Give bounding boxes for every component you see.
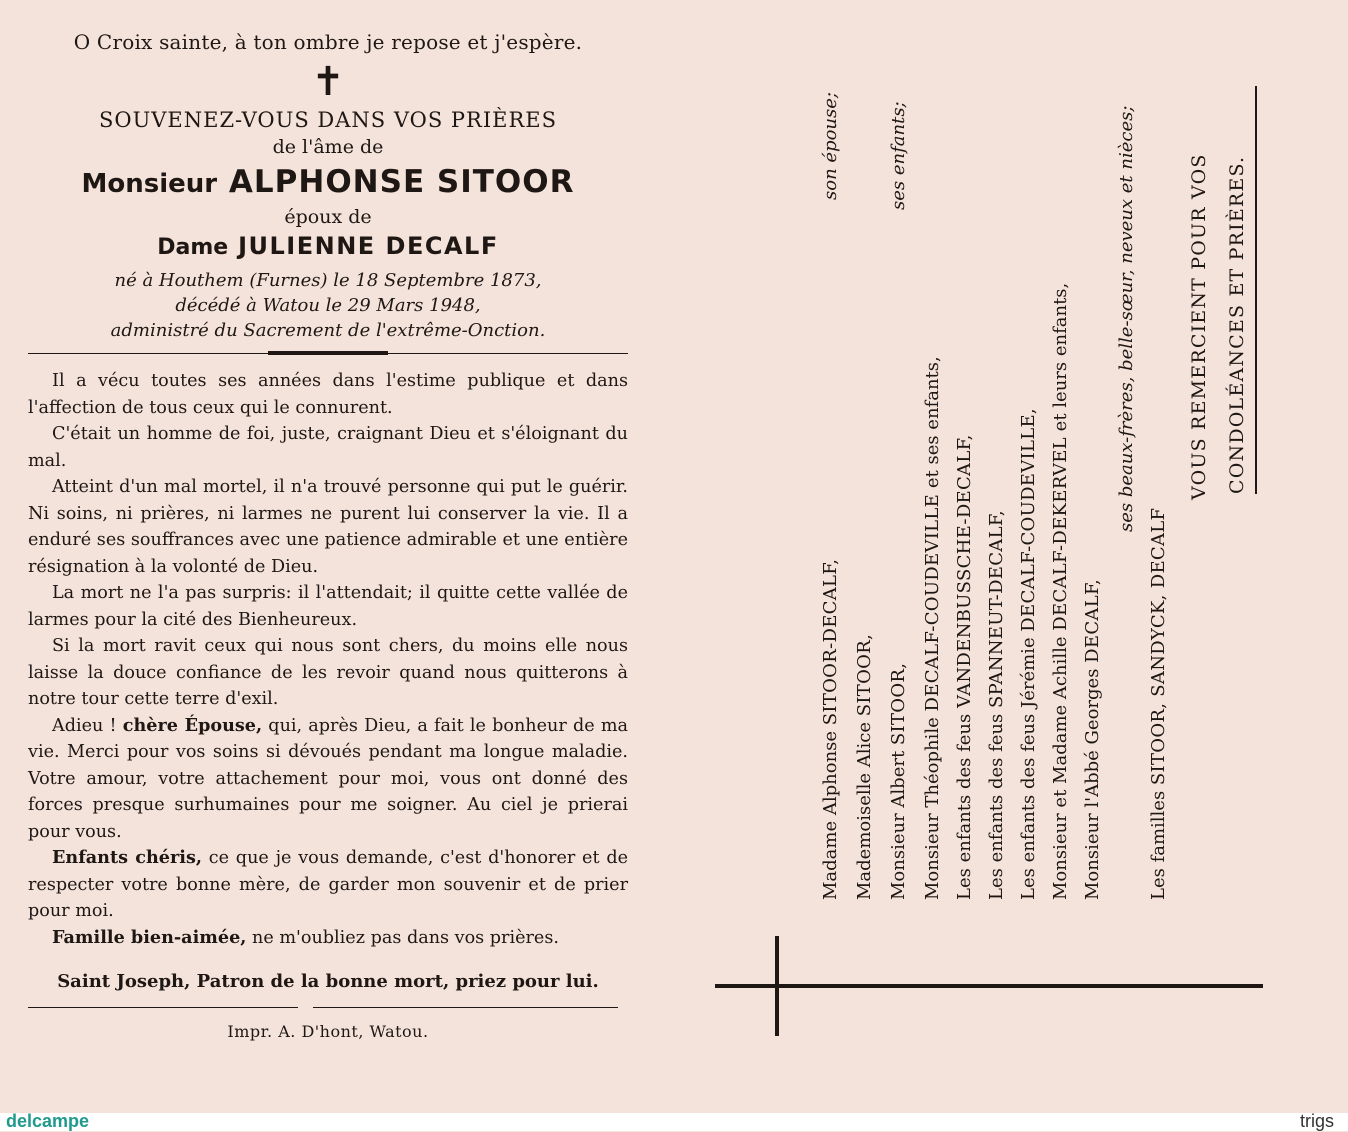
line-post: et leurs enfants, [1050,282,1071,438]
prayer-line: Saint Joseph, Patron de la bonne mort, priez pour lui. [57,971,599,992]
cross-horizontal-bar [715,984,1263,988]
famille-rest: ne m'oubliez pas dans vos prières. [246,927,559,948]
famille-bold: Famille bien-aimée, [52,926,247,948]
rule-right [313,1007,618,1008]
thanks-line-2: CONDOLÉANCES ET PRIÈRES. [1226,155,1248,494]
spouse-text: JULIENNE DECALF [238,232,499,260]
left-panel [28,30,628,1041]
line-pre: Monsieur et Madame Achille [1050,630,1071,900]
born-line: né à Houthem (Furnes) le 18 Septembre 1873, [114,270,542,291]
printer-credit: Impr. A. D'hont, Watou. [227,1022,429,1041]
line-caps: SITOOR, SANDYCK, DECALF [1148,507,1169,786]
line-caps: SITOOR-DECALF, [820,558,841,726]
italic-ses-enfants: ses enfants; [888,101,909,210]
family-line [986,510,1007,900]
name-text: ALPHONSE SITOOR [228,164,575,200]
paragraph: C'était un homme de foi, juste, craignant Dieu et s'éloignant du mal. [28,424,628,471]
eulogy-text [28,368,628,951]
epouse-rest: qui, après Dieu, a fait le bonheur de ma vie. Merci pour vos soins si dévoués pendant ma longue maladie. Votre amour, votre attachement pour moi, vous ont donné des forces presque surhumaines pour me soigner. Au ciel je prierai pour vous. [28,715,629,842]
paragraph: La mort ne l'a pas surpris: il l'attendait; il quitte cette vallée de larmes pour la cité des Bienheureux. [28,583,628,630]
family-line [1050,283,1071,900]
italic-son-epouse: son épouse; [820,92,841,200]
of-soul-text: de l'âme de [272,136,384,158]
family-line [954,434,975,900]
line-pre: Les enfants des feus [986,708,1007,900]
line-caps: DECALF-COUDEVILLE, [1018,408,1039,632]
paragraph-famille [28,925,628,952]
line-post: et ses enfants, [922,356,943,494]
line-pre: Les familles [1148,785,1169,900]
spouse-prefix: Dame [157,235,229,260]
family-line [922,356,943,900]
rule-left [28,1007,298,1008]
thanks-line-1: VOUS REMERCIENT POUR VOS [1188,153,1210,500]
family-line [820,559,841,900]
cross-icon: ✝ [311,59,345,105]
printer-rules [28,1002,628,1016]
spouse-name [28,232,628,260]
paragraph: Si la mort ravit ceux qui nous sont chers, du moins elle nous laisse la douce confiance de les revoir quand nous quitterons à notre tour cette terre d'exil. [28,636,628,709]
sacrament-line: administré du Sacrement de l'extrême-Onction. [110,320,546,341]
paragraph: Atteint d'un mal mortel, il n'a trouvé personne qui put le guérir. Ni soins, ni prières, ni larmes ne purent lui conserver la vie. Il a enduré ses souffrances avec une patience admirable et une entière résignation à la volonté de Dieu. [28,477,628,577]
died-line: décédé à Watou le 29 Mars 1948, [175,295,481,316]
thanks-rule [1255,86,1257,494]
brand-left-logo: delcampe [6,1111,90,1131]
enfants-bold: Enfants chéris, [52,847,202,868]
epouse-start: Adieu ! [52,715,123,736]
motto: O Croix sainte, à ton ombre je repose et j'espère. [73,30,583,54]
epouse-bold: chère Épouse, [122,714,263,736]
family-line [1148,508,1169,900]
line-caps: DECALF-DEKERVEL [1050,437,1071,631]
line-caps: SITOOR, [854,633,875,717]
dates-block [28,268,628,343]
family-line [888,663,909,900]
spouse-of-text: époux de [284,206,372,228]
line-pre: Les enfants des feus [954,708,975,900]
right-panel [700,80,1300,900]
line-caps: DECALF, [1082,579,1103,663]
footer-bar [0,1113,1348,1131]
line-pre: Mademoiselle Alice [854,716,875,900]
line-caps: VANDENBUSSCHE-DECALF, [954,434,975,708]
divider-thin [28,353,628,354]
paragraph-enfants [28,845,628,925]
paragraph: Il a vécu toutes ses années dans l'estime publique et dans l'affection de tous ceux qui le connurent. [28,371,628,418]
line-pre: Monsieur Théophile [922,711,943,900]
family-line [854,634,875,900]
paragraph-epouse [28,713,628,846]
line-pre: Madame Alphonse [820,725,841,900]
line-pre: Les enfants des feus Jérémie [1018,631,1039,900]
family-line [1018,408,1039,900]
remember-heading: SOUVENEZ-VOUS DANS VOS PRIÈRES [98,108,558,132]
family-line [1082,579,1103,900]
line-caps: SPANNEUT-DECALF, [986,510,1007,708]
line-caps: DECALF-COUDEVILLE [922,493,943,712]
enfants-rest: ce que je vous demande, c'est d'honorer et de respecter votre bonne mère, de garder mon souvenir et de prier pour moi. [28,848,628,921]
deceased-name [28,164,628,200]
line-caps: SITOOR, [888,662,909,746]
name-prefix: Monsieur [81,169,218,199]
brand-right-logo: trigs [1299,1111,1334,1131]
line-pre: Monsieur Albert [888,745,909,900]
cross-vertical-bar [775,936,779,1036]
italic-beaux: ses beaux-frères, belle-sœur, neveux et nièces; [1116,105,1137,532]
line-pre: Monsieur l'Abbé Georges [1082,662,1103,900]
